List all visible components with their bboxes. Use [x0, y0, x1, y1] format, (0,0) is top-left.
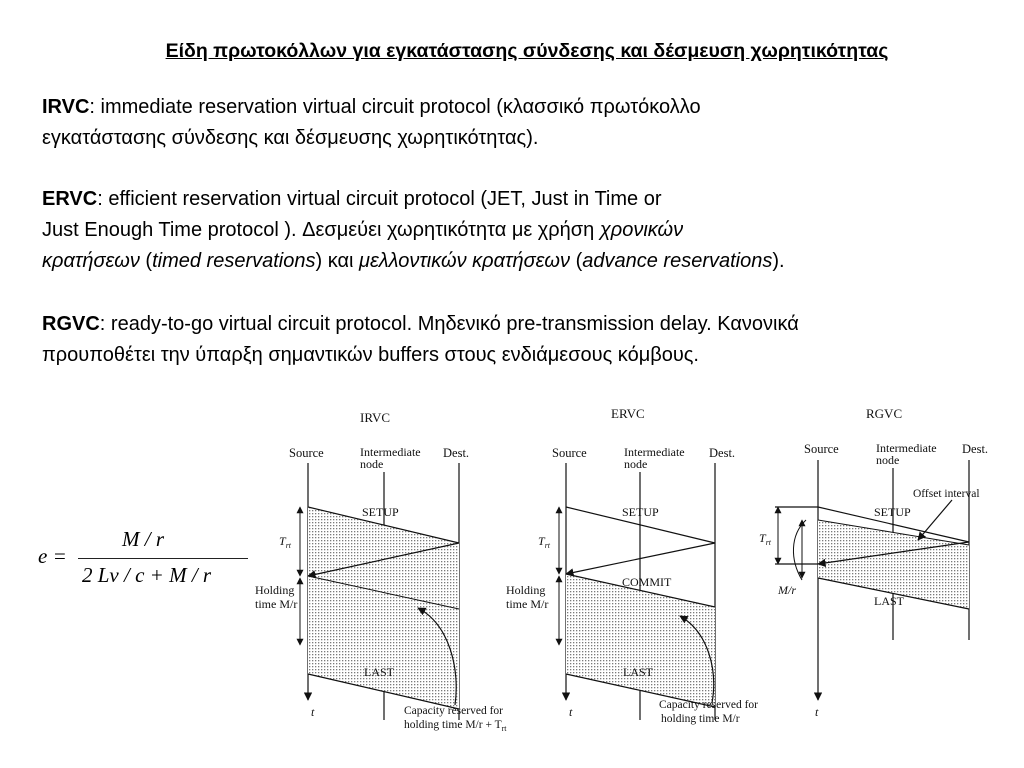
irvc-setup-label: SETUP: [362, 505, 399, 519]
ervc-diagram-title: ERVC: [611, 406, 645, 421]
ervc-intermediate-label: Intermediate: [624, 445, 685, 459]
ervc-line2b: χρονικών: [599, 219, 684, 241]
irvc-dest-label: Dest.: [443, 446, 470, 460]
ervc-diagram: [506, 406, 758, 725]
irvc-line2: εγκατάστασης σύνδεσης και δέσμευσης χωρητικότητας).: [42, 127, 539, 149]
rgvc-offset-label: Offset interval: [913, 488, 980, 500]
irvc-holding-time-label: time M/r: [255, 597, 298, 611]
ervc-line3h: ).: [772, 250, 785, 272]
rgvc-diagram-title: RGVC: [866, 406, 903, 421]
ervc-line2a: Just Enough Time protocol ). Δεσμεύει χωρητικότητα με χρήση: [42, 219, 600, 241]
irvc-node-label: node: [360, 457, 384, 471]
ervc-node-label: node: [624, 457, 648, 471]
ervc-line3e: μελλοντικών κρατήσεων: [359, 250, 571, 272]
ervc-commit-label: COMMIT: [622, 575, 672, 589]
rgvc-time-label: t: [815, 705, 819, 719]
formula-lhs: e =: [38, 544, 67, 568]
ervc-line3d: ) και: [315, 250, 360, 272]
ervc-last-label: LAST: [623, 665, 653, 679]
formula-denominator: 2 Lν / c + M / r: [82, 563, 212, 587]
ervc-line1: : efficient reservation virtual circuit protocol (JET, Just in Time or: [97, 188, 662, 210]
rgvc-line1: : ready-to-go virtual circuit protocol. Μηδενικό pre-transmission delay. Κανονικά: [99, 313, 799, 335]
ervc-setup-label: SETUP: [622, 505, 659, 519]
rgvc-mr-curve: [793, 520, 806, 580]
rgvc-mr-label: M/r: [778, 583, 796, 597]
ervc-line3f: (: [570, 250, 583, 272]
rgvc-intermediate-label: Intermediate: [876, 441, 937, 455]
ervc-time-label: t: [569, 705, 573, 719]
ervc-holding-time-label: time M/r: [506, 597, 549, 611]
rgvc-name: RGVC: [42, 313, 100, 335]
ervc-dest-label: Dest.: [709, 446, 736, 460]
ervc-holding-label: Holding: [506, 583, 546, 597]
irvc-line1: : immediate reservation virtual circuit protocol (κλασσικό πρωτόκολλο: [89, 96, 701, 118]
ervc-caption-line1: Capacity reserved for: [659, 699, 758, 711]
irvc-time-label: t: [311, 705, 315, 719]
rgvc-trt-label: $T_{rt}$: [759, 531, 772, 547]
ervc-reserved-area: [566, 574, 715, 707]
rgvc-last-label: LAST: [874, 594, 904, 608]
ervc-name: ERVC: [42, 188, 98, 210]
slide-title: Είδη πρωτοκόλλων για εγκατάστασης σύνδεσης και δέσμευση χωρητικότητας: [165, 40, 889, 62]
ervc-source-label: Source: [552, 446, 587, 460]
irvc-diagram: [255, 410, 507, 733]
irvc-caption-line1: Capacity reserved for: [404, 705, 503, 717]
rgvc-line2: προυποθέτει την ύπαρξη σημαντικών buffers στους ενδιάμεσους κόμβους.: [42, 344, 699, 366]
rgvc-dest-label: Dest.: [962, 442, 989, 456]
rgvc-diagram: [759, 406, 988, 719]
ervc-line3c: timed reservations: [152, 250, 316, 272]
irvc-last-label: LAST: [364, 665, 394, 679]
irvc-name: IRVC: [42, 96, 90, 118]
ervc-caption-line2: holding time M/r: [661, 713, 740, 725]
formula-numerator: M / r: [122, 527, 164, 551]
rgvc-source-label: Source: [804, 442, 839, 456]
irvc-diagram-title: IRVC: [360, 410, 391, 425]
rgvc-setup-label: SETUP: [874, 505, 911, 519]
irvc-source-label: Source: [289, 446, 324, 460]
irvc-trt-label: $T_{rt}$: [279, 534, 292, 550]
rgvc-node-label: node: [876, 453, 900, 467]
ervc-line3g: advance reservations: [582, 250, 773, 272]
irvc-holding-label: Holding: [255, 583, 295, 597]
ervc-line3a: κρατήσεων: [42, 250, 140, 272]
irvc-caption-line2: holding time $M/r + T_{rt}$: [404, 719, 507, 733]
irvc-intermediate-label: Intermediate: [360, 445, 421, 459]
ervc-line3b: (: [139, 250, 153, 272]
ervc-trt-label: $T_{rt}$: [538, 534, 551, 550]
